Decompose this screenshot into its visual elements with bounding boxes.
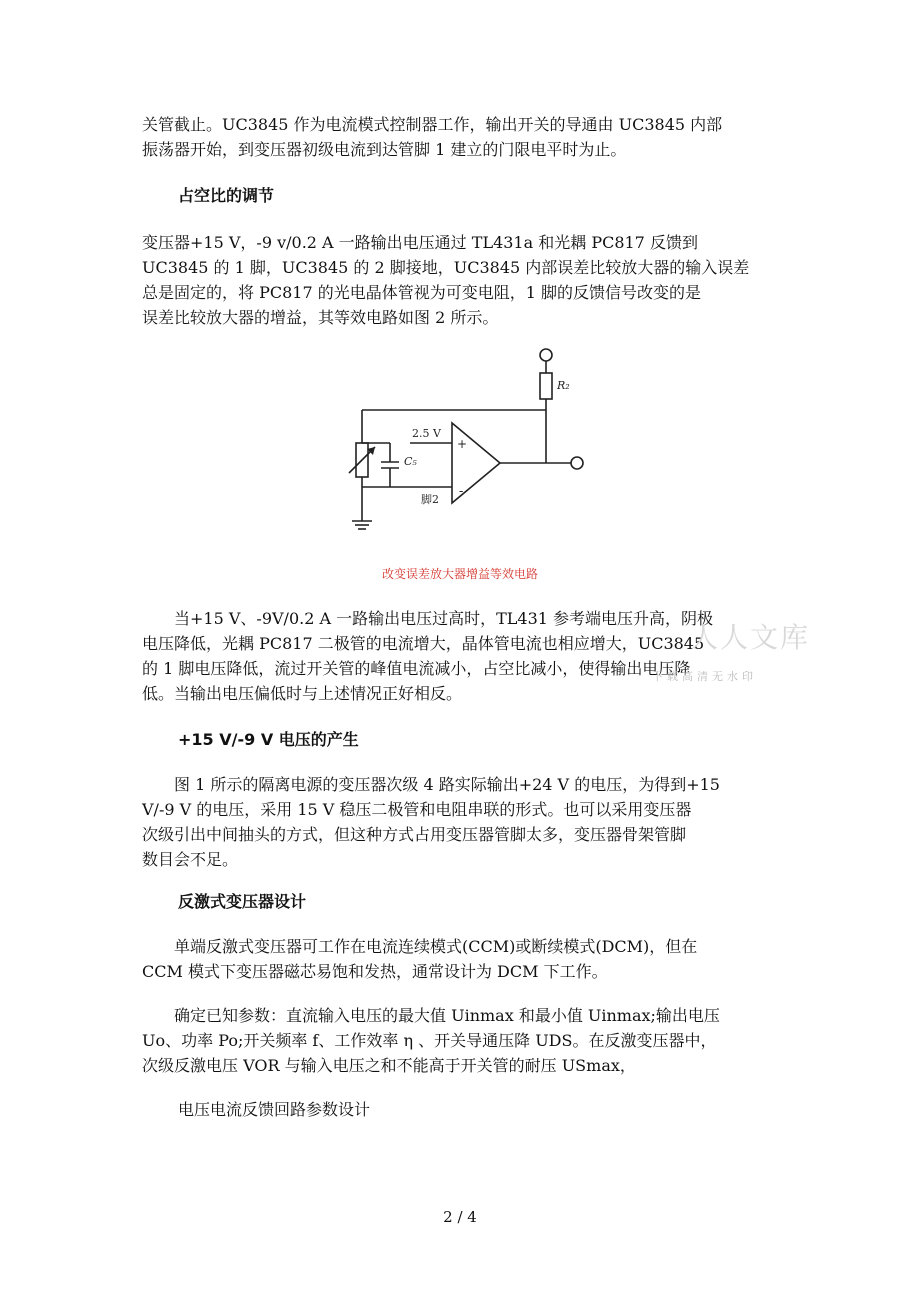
label-r2: R₂ [557,379,570,392]
label-pin2: 脚2 [421,493,439,506]
paragraph-3: 当+15 V、-9V/0.2 A 一路输出电压过高时，TL431 参考端电压升高，阴极 电压降低，光耦 PC817 二极管的电流增大，晶体管电流也相应增大，UC3845 的 1 脚电压降低，流过开关管的峰值电流减小，占空比减小，使得输出电压降 低。当输出电压偏低时与上述情况正好相反。 [142,609,714,703]
watermark-subtitle: 下载高清无水印 [652,670,757,683]
page-number: 2 / 4 [443,1208,477,1226]
label-minus: - [459,484,464,499]
paragraph-5: 单端反激式变压器可工作在电流连续模式(CCM)或断续模式(DCM)，但在 CCM 模式下变压器磁芯易饱和发热，通常设计为 DCM 下工作。 [142,937,698,981]
figure-caption: 改变误差放大器增益等效电路 [381,567,538,581]
label-2-5v: 2.5 V [412,427,441,440]
paragraph-2: 变压器+15 V，-9 v/0.2 A 一路输出电压通过 TL431a 和光耦 PC817 反馈到 UC3845 的 1 脚，UC3845 的 2 脚接地，UC3845 内部误差比较放大器的输入误差 总是固定的，将 PC817 的光电晶体管视为可变电阻，1 脚的反馈信号改变的是 误差比较放大器的增益，其等效电路如图 2 所示。 [142,233,750,327]
paragraph-7: 电压电流反馈回路参数设计 [178,1100,371,1119]
label-plus: + [457,437,468,451]
label-c5: C₅ [404,455,417,468]
circuit-diagram [345,345,605,540]
paragraph-1: 关管截止。UC3845 作为电流模式控制器工作，输出开关的导通由 UC3845 内部 振荡器开始，到变压器初级电流到达管脚 1 建立的门限电平时为止。 [142,115,723,159]
paragraph-6: 确定已知参数：直流输入电压的最大值 Uinmax 和最小值 Uinmax;输出电压 Uo、功率 Po;开关频率 f、工作效率 η 、开关导通压降 UDS。在反激变压器中， 次级反激电压 VOR 与输入电压之和不能高于开关管的耐压 USmax， [142,1006,720,1075]
paragraph-4: 图 1 所示的隔离电源的变压器次级 4 路实际输出+24 V 的电压，为得到+15 V/-9 V 的电压，采用 15 V 稳压二极管和电阻串联的形式。也可以采用变压器 次级引出中间抽头的方式，但这种方式占用变压器管脚太多，变压器骨架管脚 数目会不足。 [142,775,720,869]
watermark-logo: 人人文库 [690,621,811,654]
heading-voltage-generation: +15 V/-9 V 电压的产生 [178,730,359,749]
heading-duty-cycle: 占空比的调节 [178,186,275,205]
heading-flyback-design: 反激式变压器设计 [178,892,307,911]
